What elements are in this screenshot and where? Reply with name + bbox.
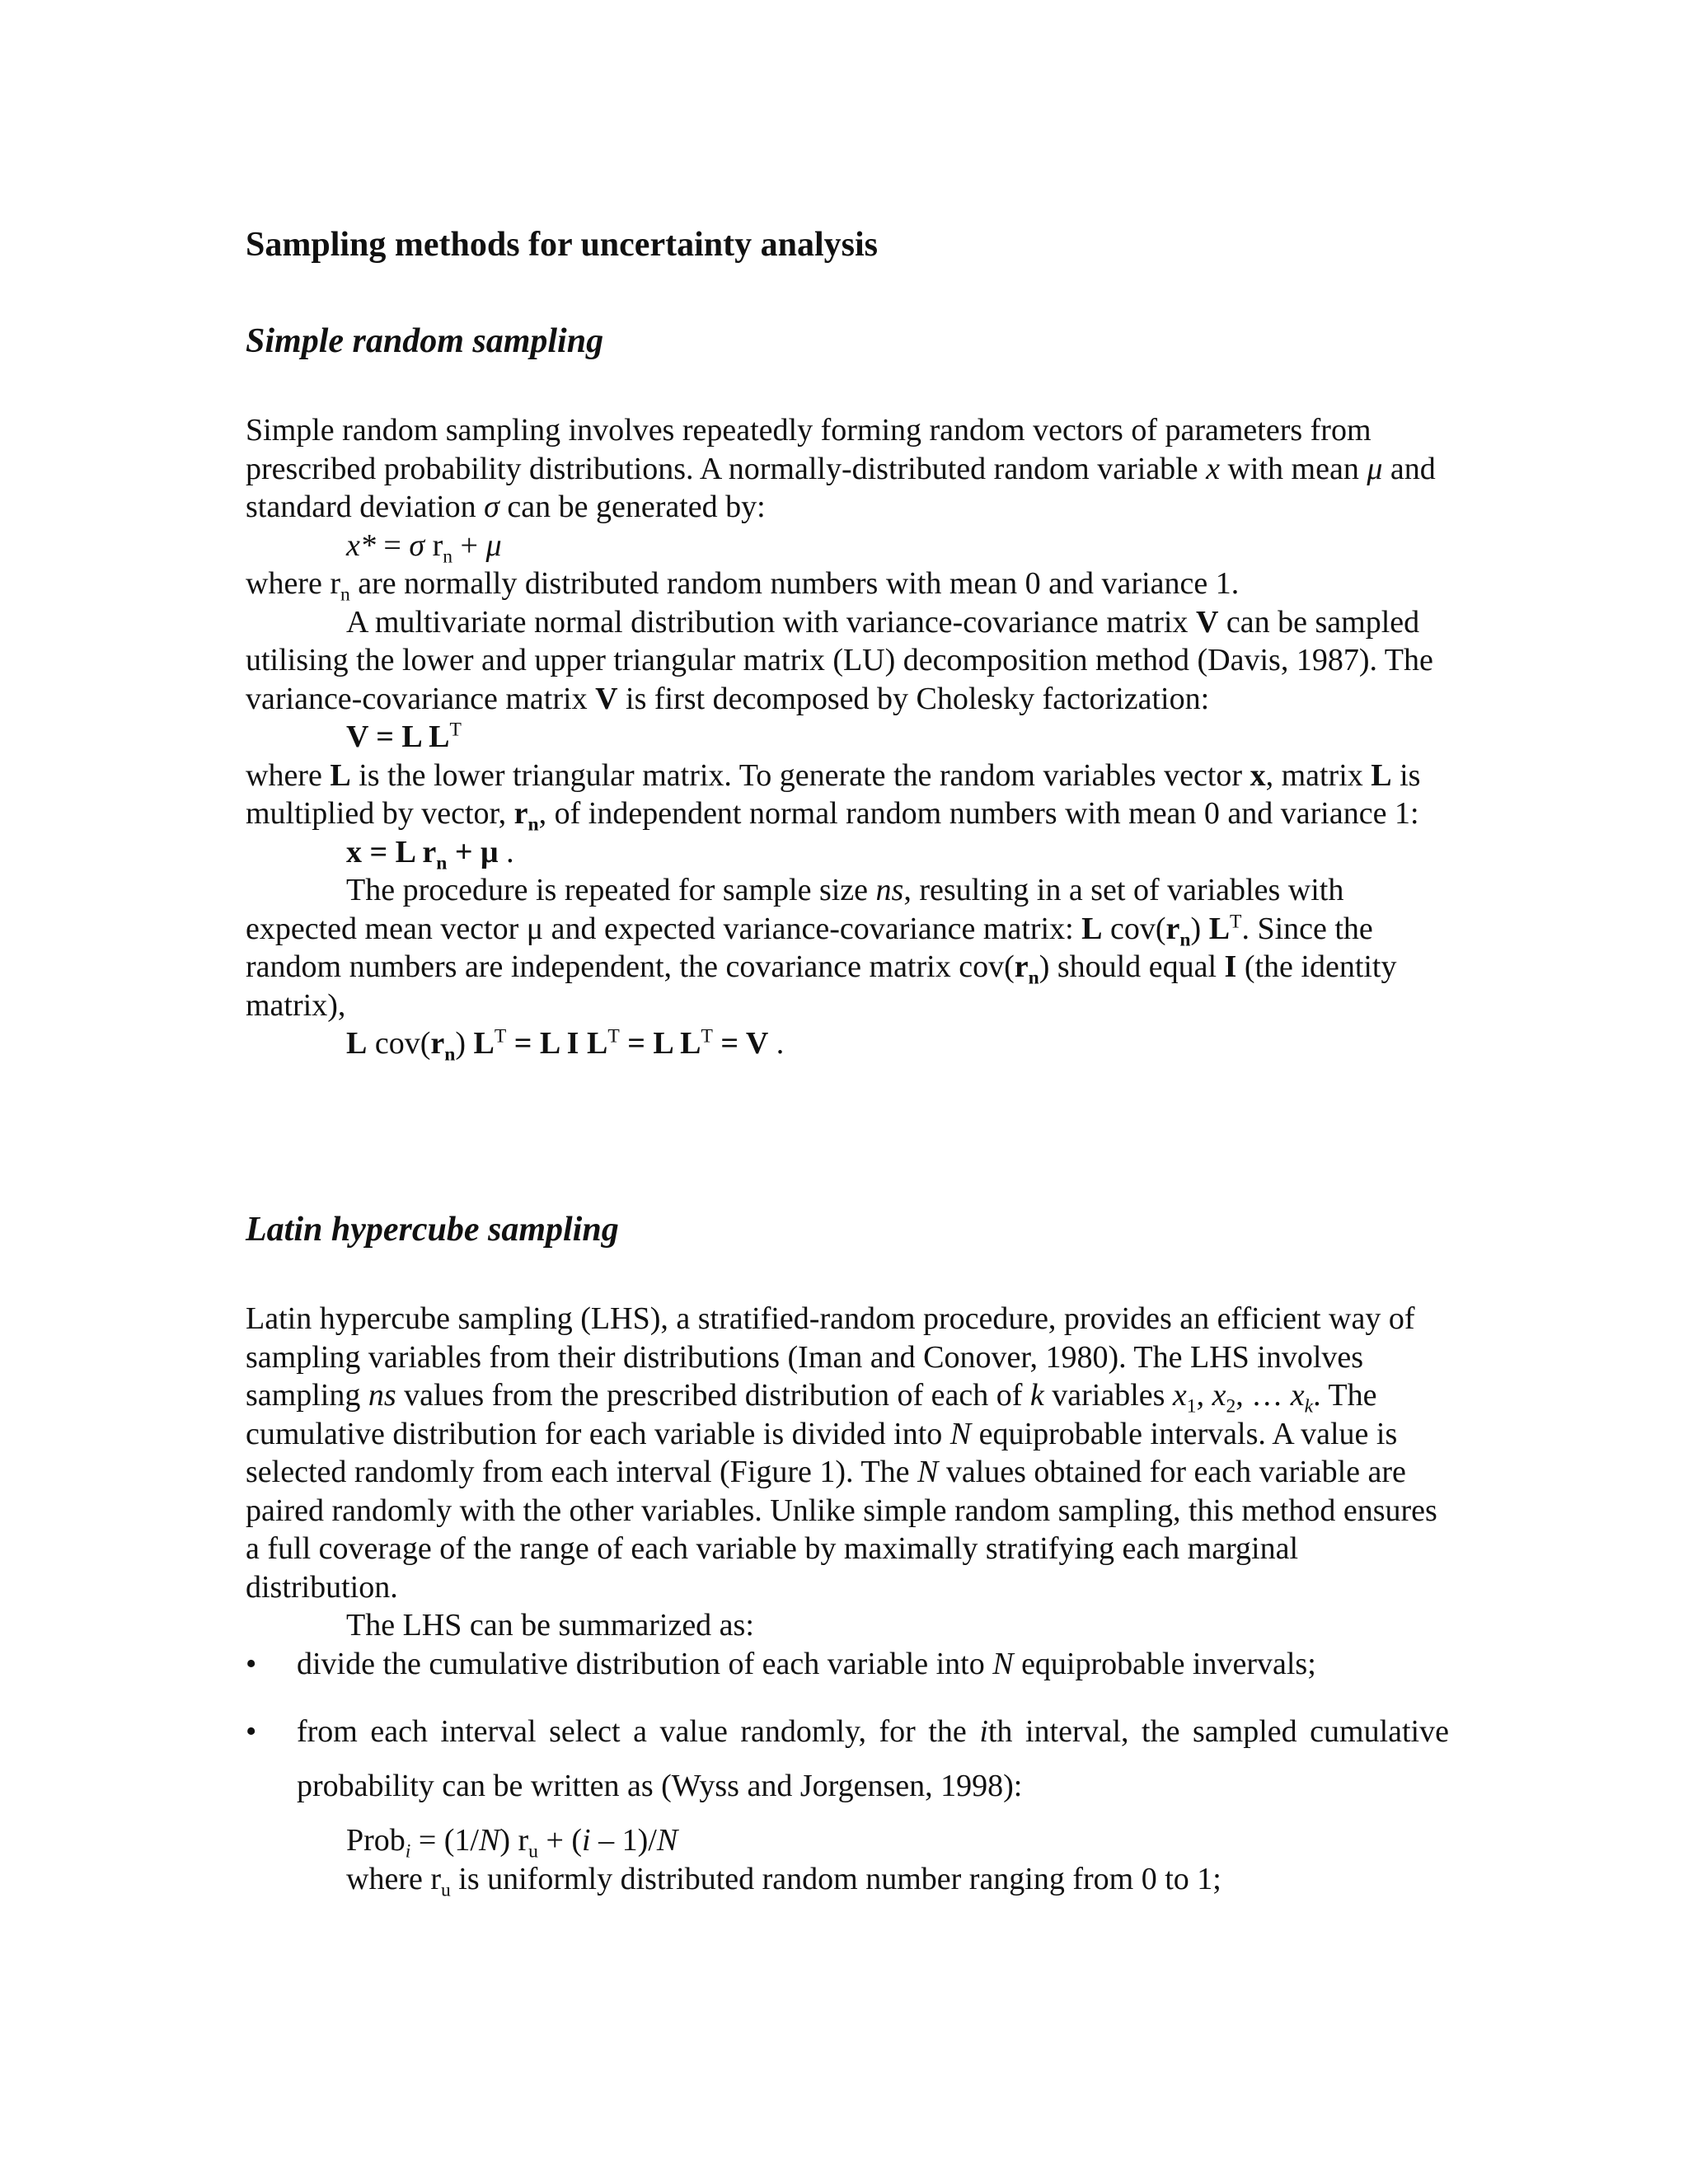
paragraph-lhs-intro: Latin hypercube sampling (LHS), a stratified-random procedure, provides an efficient way of sampling variables from their distributions (Iman and Conover, 1980). The LHS involves sampling ns values from the prescribed distribution of each of k variables $x_1$, $x_2$, … $x_k$. The cumulative distribution for each variable is divided into N equiprobable intervals. A value is selected randomly from each interval (Figure 1). The N values obtained for each variable are paired randomly with the other variables. Unlike simple random sampling, this method ensures a full coverage of the range of each variable by maximally stratifying each marginal distribution.	[246, 1301, 1437, 1605]
bullet-icon: •	[246, 1714, 257, 1750]
equation-random-vector: x = L $r_n + \mu$ .	[346, 834, 514, 874]
bullet-icon: •	[246, 1646, 257, 1681]
list-item-divide-distribution: • divide the cumulative distribution of each variable into N equiprobable invervals;	[246, 1645, 1449, 1684]
equation-cholesky: V = L $L^T$	[346, 719, 462, 755]
paragraph-multivariate-normal: A multivariate normal distribution with variance-covariance matrix V can be sampled utilising the lower and upper triangular matrix (LU) decomposition method (Davis, 1987). The variance-covariance matrix V is first decomposed by Cholesky factorization:	[246, 604, 1433, 716]
paragraph-ru-definition: where $r_u$ is uniformly distributed random number ranging from 0 to 1;	[346, 1861, 1221, 1901]
lhs-steps-list	[246, 1645, 1449, 1814]
page-title: Sampling methods for uncertainty analysis	[246, 226, 878, 264]
paragraph-lower-triangular: where L is the lower triangular matrix. To generate the random variables vector x, matrix L is multiplied by vector, $r_n$, of independent normal random numbers with mean 0 and variance 1:	[246, 757, 1421, 836]
section-heading-latin-hypercube-sampling: Latin hypercube sampling	[246, 1210, 619, 1249]
equation-sampled-probability: Prob$_i$ = (1/N) $r_u + (i - 1)/N$	[346, 1823, 678, 1863]
paragraph-srs-intro: Simple random sampling involves repeatedly forming random vectors of parameters from prescribed probability distributions. A normally-distributed random variable x with mean μ and standard deviation σ can be generated by:	[246, 413, 1436, 525]
list-item-select-value: • from each interval select a value randomly, for the ith interval, the sampled cumulative probability can be written as (Wyss and Jorgensen, 1998):	[246, 1704, 1449, 1813]
paragraph-lhs-summary: The LHS can be summarized as:	[346, 1608, 754, 1643]
equation-normal-variate: x* = σ $r_n + \mu$	[346, 527, 502, 568]
section-spacer	[246, 1063, 1449, 1207]
paragraph-procedure-repeated: The procedure is repeated for sample size ns, resulting in a set of variables with expected mean vector μ and expected variance-covariance matrix: L $cov(r_n)$ $L^T$. Since the random numbers are independent, the covariance matrix $cov(r_n)$ should equal I (the identity matrix),	[246, 873, 1397, 1023]
paragraph-rn-definition: where $r_n$ are normally distributed random numbers with mean 0 and variance 1.	[246, 566, 1240, 606]
section-heading-simple-random-sampling: Simple random sampling	[246, 321, 604, 360]
document-page	[246, 223, 1449, 1901]
equation-covariance-identity: L $cov(r_n) L^T = L$ I $L^T = L$ $L^T = V$ .	[346, 1025, 785, 1066]
